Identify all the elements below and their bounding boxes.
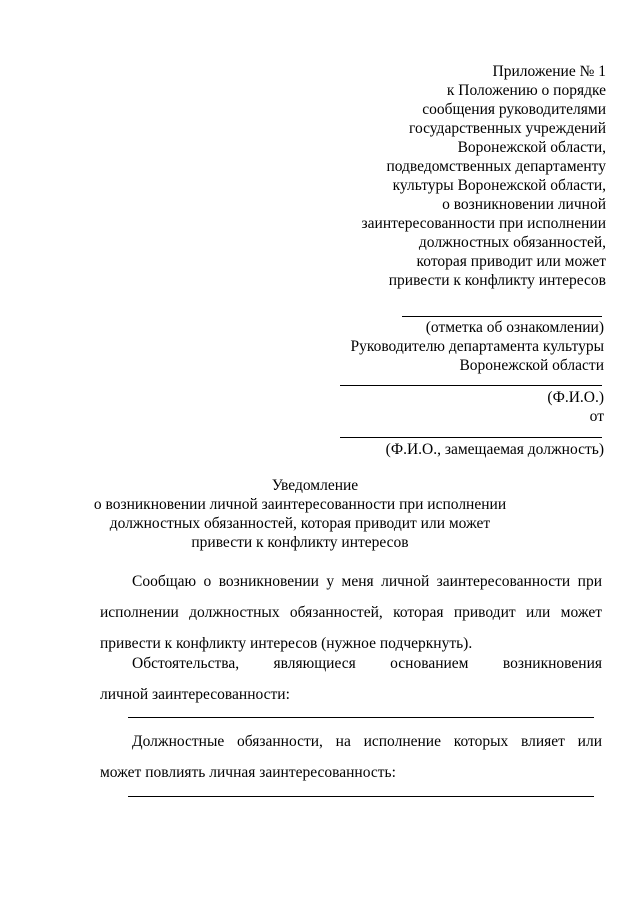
paragraph-line: Сообщаю о возникновении у меня личной заинтересованности при bbox=[132, 573, 602, 590]
appendix-header bbox=[306, 62, 606, 290]
appendix-line: подведомственных департаменту bbox=[386, 158, 606, 175]
duties-fill-line[interactable] bbox=[128, 796, 594, 797]
appendix-line: к Положению о порядке bbox=[446, 82, 606, 99]
appendix-line: культуры Воронежской области, bbox=[392, 177, 606, 194]
appendix-line: Приложение № 1 bbox=[492, 63, 606, 80]
circumstances-fill-line[interactable] bbox=[128, 717, 594, 718]
title-line: должностных обязанностей, которая приводит или может bbox=[109, 515, 491, 532]
paragraph-circumstances bbox=[100, 648, 602, 710]
title-line: о возникновении личной заинтересованности при исполнении bbox=[93, 496, 507, 513]
appendix-line: которая приводит или может bbox=[416, 253, 606, 270]
sender-fio-line bbox=[340, 437, 602, 438]
appendix-line: должностных обязанностей, bbox=[418, 234, 606, 251]
appendix-line: о возникновении личной bbox=[442, 196, 606, 213]
acquaintance-mark-label: (отметка об ознакомлении) bbox=[425, 319, 604, 336]
paragraph-line: Обстоятельства, являющиеся основанием возникновения bbox=[132, 655, 602, 672]
fio-label: (Ф.И.О.) bbox=[547, 389, 604, 406]
appendix-line: сообщения руководителями bbox=[422, 101, 606, 118]
title-line: привести к конфликту интересов bbox=[191, 534, 409, 551]
paragraph-line: личной заинтересованности: bbox=[100, 686, 290, 703]
recipient-line-1: Руководителю департамента культуры bbox=[350, 338, 604, 355]
appendix-line: государственных учреждений bbox=[409, 120, 606, 137]
recipient-fio-line bbox=[340, 385, 602, 386]
paragraph-line: привести к конфликту интересов (нужное подчеркнуть). bbox=[100, 635, 473, 652]
paragraph-duties bbox=[100, 726, 602, 788]
paragraph-line: может повлиять личная заинтересованность: bbox=[100, 764, 396, 781]
fio-position-label: (Ф.И.О., замещаемая должность) bbox=[385, 441, 604, 458]
notice-title bbox=[80, 476, 520, 552]
appendix-line: привести к конфликту интересов bbox=[388, 272, 606, 289]
from-label: от bbox=[589, 408, 604, 425]
appendix-line: Воронежской области, bbox=[457, 139, 606, 156]
paragraph-line: исполнении должностных обязанностей, которая приводит или может bbox=[100, 604, 602, 621]
recipient-line-2: Воронежской области bbox=[459, 357, 604, 374]
paragraph-line: Должностные обязанности, на исполнение которых влияет или bbox=[132, 733, 602, 750]
paragraph-report bbox=[100, 566, 602, 659]
appendix-line: заинтересованности при исполнении bbox=[361, 215, 606, 232]
acquaintance-mark-line bbox=[402, 316, 602, 317]
title-line: Уведомление bbox=[271, 477, 359, 494]
